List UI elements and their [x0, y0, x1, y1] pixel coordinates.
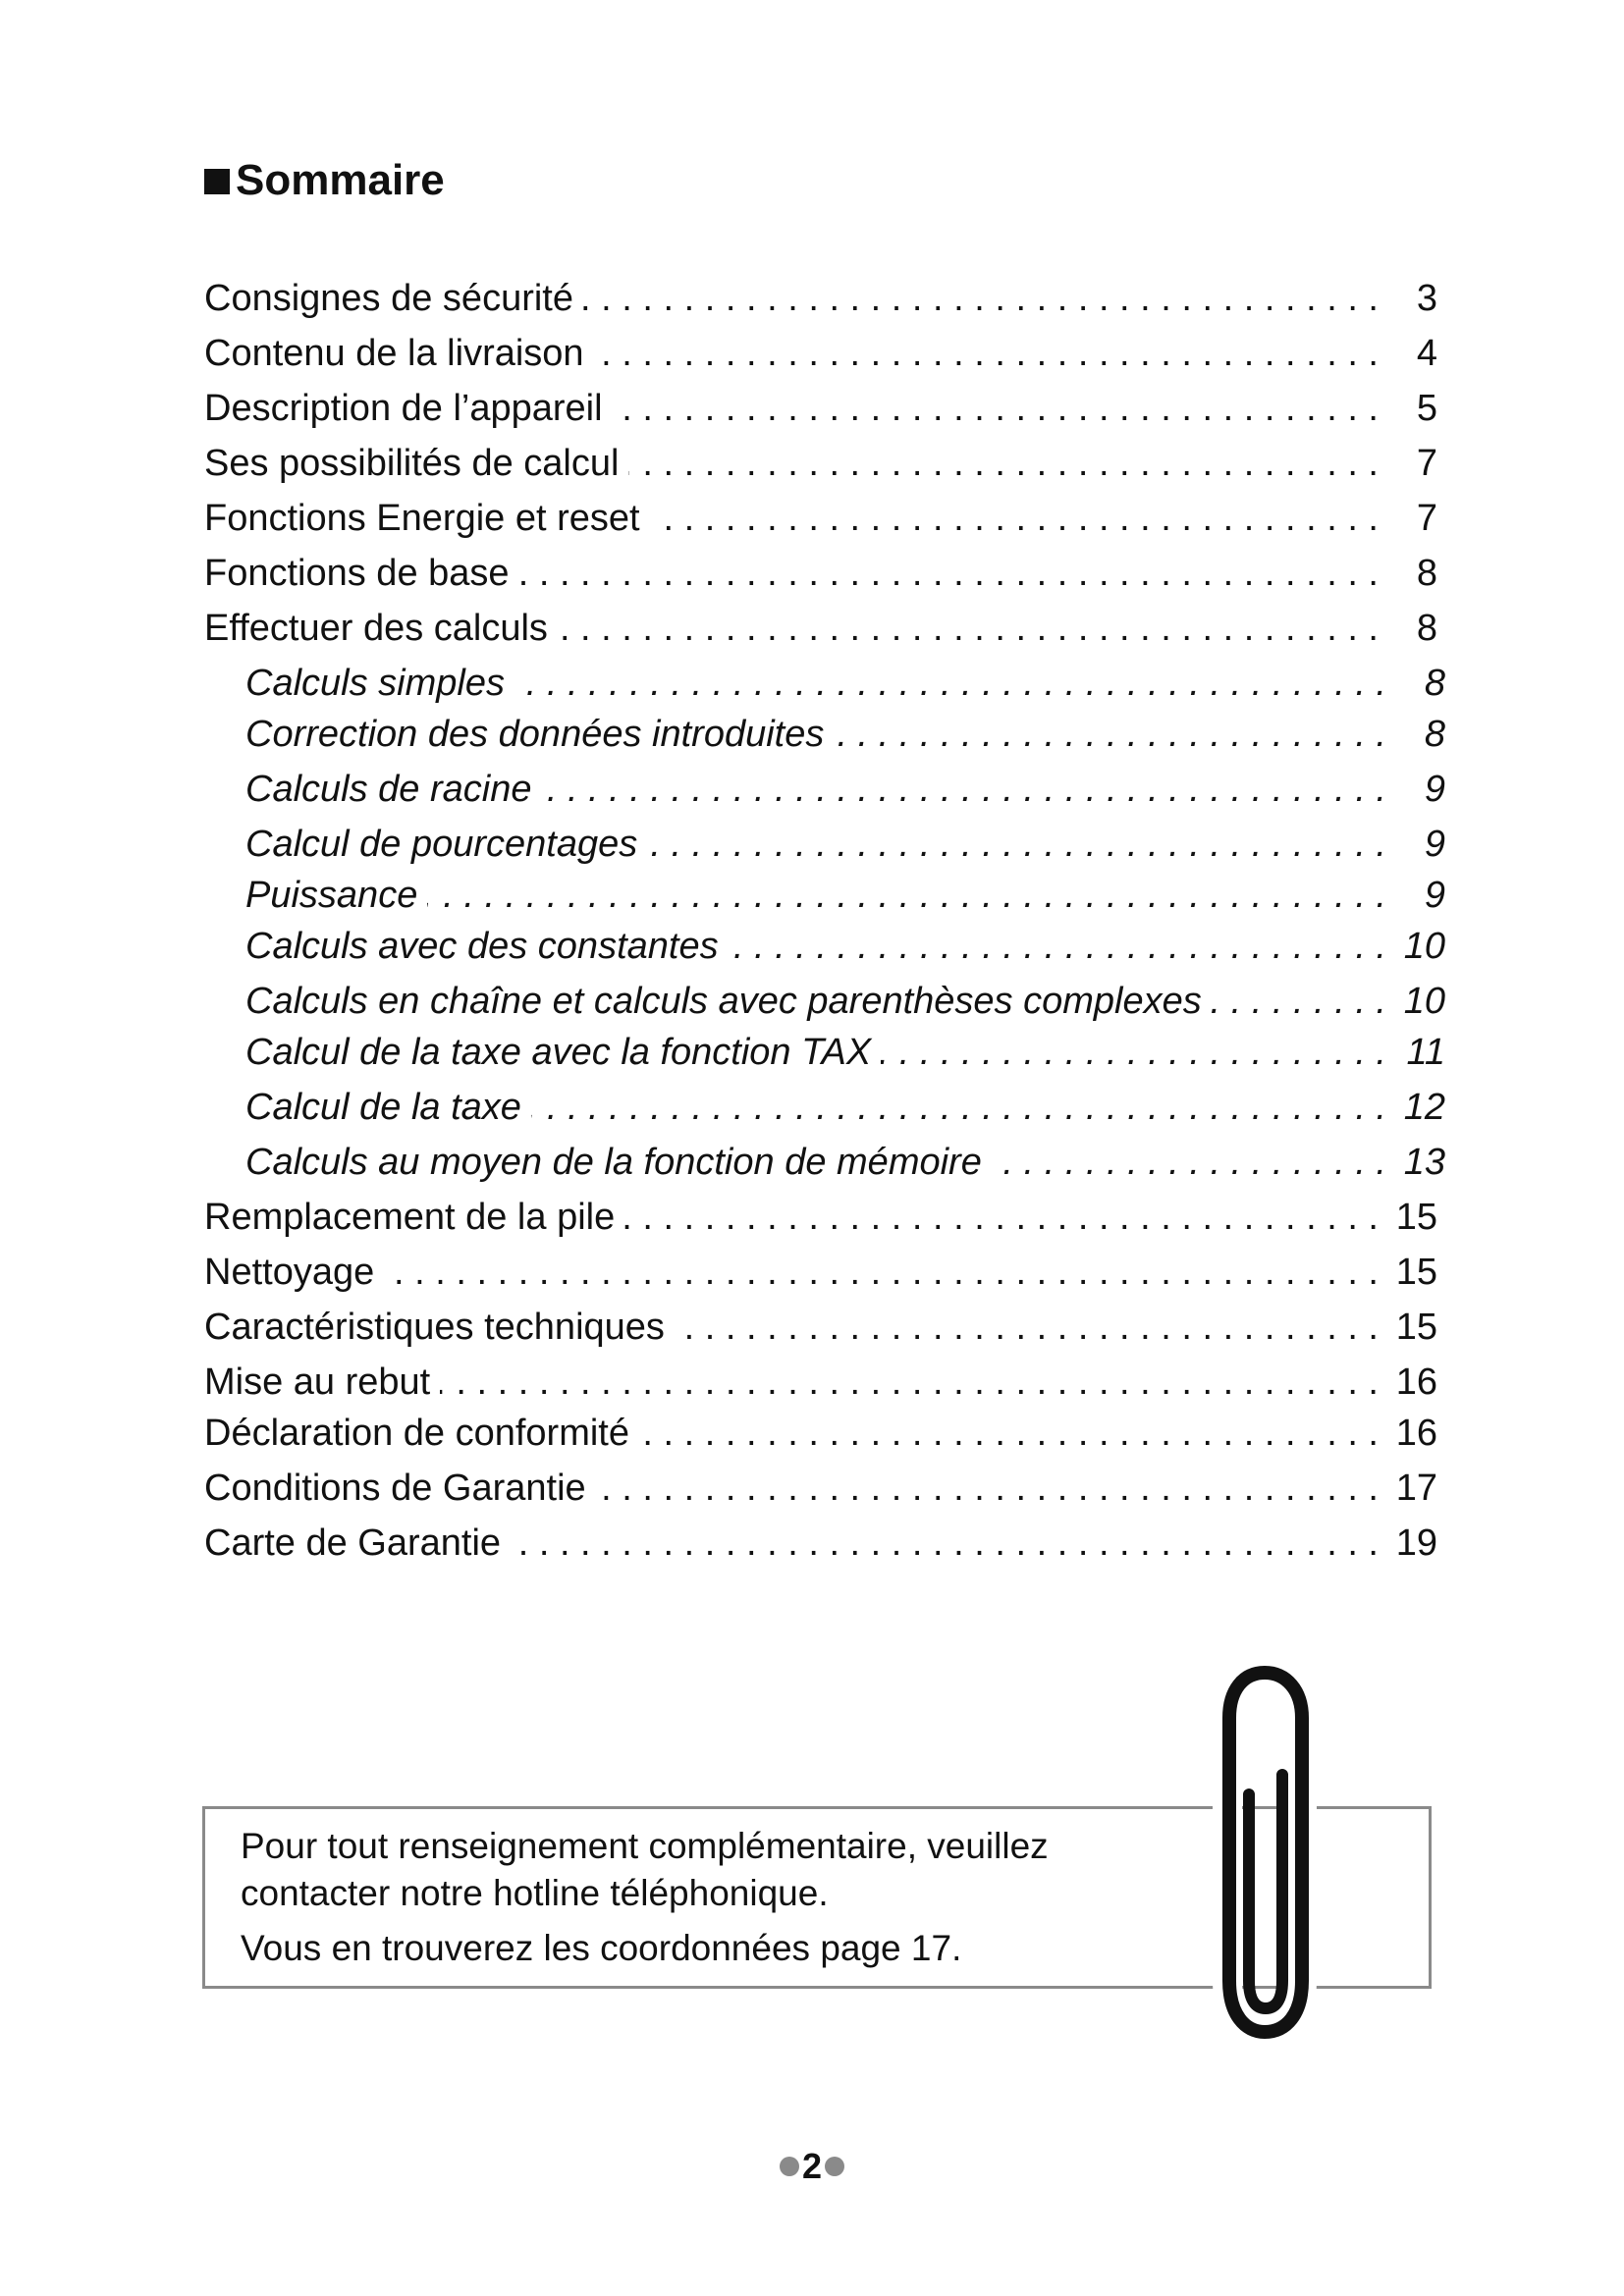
toc-subentry[interactable] — [245, 978, 1445, 1025]
toc-entry-page: 13 — [1403, 1142, 1445, 1183]
toc-entry[interactable] — [204, 1194, 1437, 1241]
toc-subentry[interactable] — [245, 872, 1445, 919]
toc-entry-page: 15 — [1395, 1197, 1437, 1238]
toc-leader-dots — [596, 1465, 1379, 1512]
toc-leader-dots — [558, 605, 1379, 652]
toc-leader-dots — [511, 1520, 1379, 1567]
toc-entry[interactable] — [204, 550, 1437, 597]
toc-subentry[interactable] — [245, 821, 1445, 868]
toc-entry-label: Puissance — [245, 875, 418, 916]
page-title — [204, 156, 445, 204]
page-number-text: 2 — [801, 2146, 823, 2186]
toc-entry-label: Nettoyage — [204, 1252, 375, 1293]
toc-entry[interactable] — [204, 605, 1437, 652]
toc-entry-page: 15 — [1395, 1252, 1437, 1293]
toc-entry-label: Calcul de pourcentages — [245, 824, 638, 865]
toc-leader-dots — [613, 385, 1379, 432]
toc-entry-page: 9 — [1424, 875, 1445, 916]
toc-entry-label: Description de l’appareil — [204, 388, 603, 429]
toc-entry-page: 4 — [1416, 333, 1437, 374]
toc-leader-dots — [675, 1304, 1379, 1351]
toc-entry-label: Remplacement de la pile — [204, 1197, 616, 1238]
toc-entry-label: Carte de Garantie — [204, 1522, 502, 1564]
toc-entry-label: Contenu de la livraison — [204, 333, 584, 374]
toc-leader-dots — [992, 1139, 1386, 1186]
toc-entry-label: Déclaration de conformité — [204, 1413, 629, 1454]
toc-leader-dots — [541, 766, 1386, 813]
toc-entry-label: Correction des données introduites — [245, 714, 825, 755]
toc-entry-label: Calcul de la taxe avec la fonction TAX — [245, 1032, 872, 1073]
toc-leader-dots — [624, 1194, 1379, 1241]
toc-leader-dots — [881, 1029, 1386, 1076]
toc-subentry[interactable] — [245, 1084, 1445, 1131]
toc-leader-dots — [440, 1359, 1379, 1406]
toc-leader-dots — [729, 923, 1386, 970]
toc-leader-dots — [639, 1410, 1379, 1457]
toc-subentry[interactable] — [245, 923, 1445, 970]
info-line: contacter notre hotline téléphonique. — [241, 1873, 829, 1913]
toc-entry-label: Calculs avec des constantes — [245, 926, 719, 967]
toc-entry-page: 7 — [1416, 498, 1437, 539]
toc-entry-page: 9 — [1424, 824, 1445, 865]
paperclip-icon — [1200, 1657, 1327, 2050]
toc-subentry[interactable] — [245, 711, 1445, 758]
info-line: Vous en trouverez les coordonnées page 17. — [241, 1928, 962, 1968]
toc-entry-label: Consignes de sécurité — [204, 278, 573, 319]
toc-entry-page: 19 — [1395, 1522, 1437, 1564]
toc-entry-label: Calculs simples — [245, 663, 505, 704]
page-title-text: Sommaire — [236, 156, 445, 204]
toc-entry[interactable] — [204, 330, 1437, 377]
page-number — [0, 2146, 1624, 2187]
toc-entry-label: Fonctions Energie et reset — [204, 498, 640, 539]
toc-entry-page: 15 — [1395, 1307, 1437, 1348]
toc-entry-label: Ses possibilités de calcul — [204, 443, 620, 484]
toc-leader-dots — [647, 821, 1386, 868]
toc-entry-label: Effectuer des calculs — [204, 608, 548, 649]
toc-entry-label: Calculs au moyen de la fonction de mémoire — [245, 1142, 982, 1183]
toc-entry-page: 5 — [1416, 388, 1437, 429]
toc-subentry[interactable] — [245, 766, 1445, 813]
toc-subentry[interactable] — [245, 1029, 1445, 1076]
toc-leader-dots — [519, 550, 1379, 597]
toc-leader-dots — [594, 330, 1379, 377]
toc-entry-page: 7 — [1416, 443, 1437, 484]
toc-entry[interactable] — [204, 275, 1437, 322]
toc-leader-dots — [834, 711, 1386, 758]
toc-leader-dots — [531, 1084, 1386, 1131]
toc-entry-label: Caractéristiques techniques — [204, 1307, 665, 1348]
toc-entry-page: 16 — [1395, 1413, 1437, 1454]
toc-leader-dots — [1212, 978, 1386, 1025]
toc-entry-page: 11 — [1406, 1032, 1445, 1073]
toc-entry-page: 8 — [1416, 553, 1437, 594]
toc-entry-page: 8 — [1424, 714, 1445, 755]
toc-entry[interactable] — [204, 1465, 1437, 1512]
toc-subentry[interactable] — [245, 660, 1445, 707]
toc-entry[interactable] — [204, 1410, 1437, 1457]
toc-entry-page: 9 — [1424, 769, 1445, 810]
toc-entry-label: Calculs en chaîne et calculs avec parenthèses complexes — [245, 981, 1202, 1022]
toc-entry-page: 10 — [1403, 926, 1445, 967]
toc-entry[interactable] — [204, 440, 1437, 487]
toc-entry[interactable] — [204, 495, 1437, 542]
toc-entry-label: Conditions de Garantie — [204, 1468, 586, 1509]
toc-leader-dots — [514, 660, 1386, 707]
toc-entry[interactable] — [204, 1359, 1437, 1406]
toc-entry-label: Calculs de racine — [245, 769, 532, 810]
toc-entry-label: Calcul de la taxe — [245, 1087, 521, 1128]
toc-entry[interactable] — [204, 385, 1437, 432]
toc-entry-label: Mise au rebut — [204, 1362, 431, 1403]
toc-leader-dots — [384, 1249, 1379, 1296]
toc-entry-page: 17 — [1395, 1468, 1437, 1509]
toc-entry[interactable] — [204, 1520, 1437, 1567]
toc-entry-page: 8 — [1416, 608, 1437, 649]
toc-entry-page: 16 — [1395, 1362, 1437, 1403]
toc-entry-page: 12 — [1403, 1087, 1445, 1128]
toc-entry-label: Fonctions de base — [204, 553, 510, 594]
toc-entry-page: 3 — [1416, 278, 1437, 319]
toc-leader-dots — [427, 872, 1386, 919]
toc-entry[interactable] — [204, 1249, 1437, 1296]
info-line: Pour tout renseignement complémentaire, veuillez — [241, 1826, 1049, 1866]
toc-subentry[interactable] — [245, 1139, 1445, 1186]
toc-leader-dots — [583, 275, 1379, 322]
toc-leader-dots — [628, 440, 1379, 487]
toc-leader-dots — [650, 495, 1379, 542]
info-text — [241, 1823, 1049, 1972]
square-bullet-icon — [204, 169, 230, 194]
page-dot-icon — [825, 2157, 844, 2176]
toc-entry-page: 8 — [1424, 663, 1445, 704]
toc-entry-page: 10 — [1403, 981, 1445, 1022]
page-dot-icon — [780, 2157, 799, 2176]
toc-entry[interactable] — [204, 1304, 1437, 1351]
